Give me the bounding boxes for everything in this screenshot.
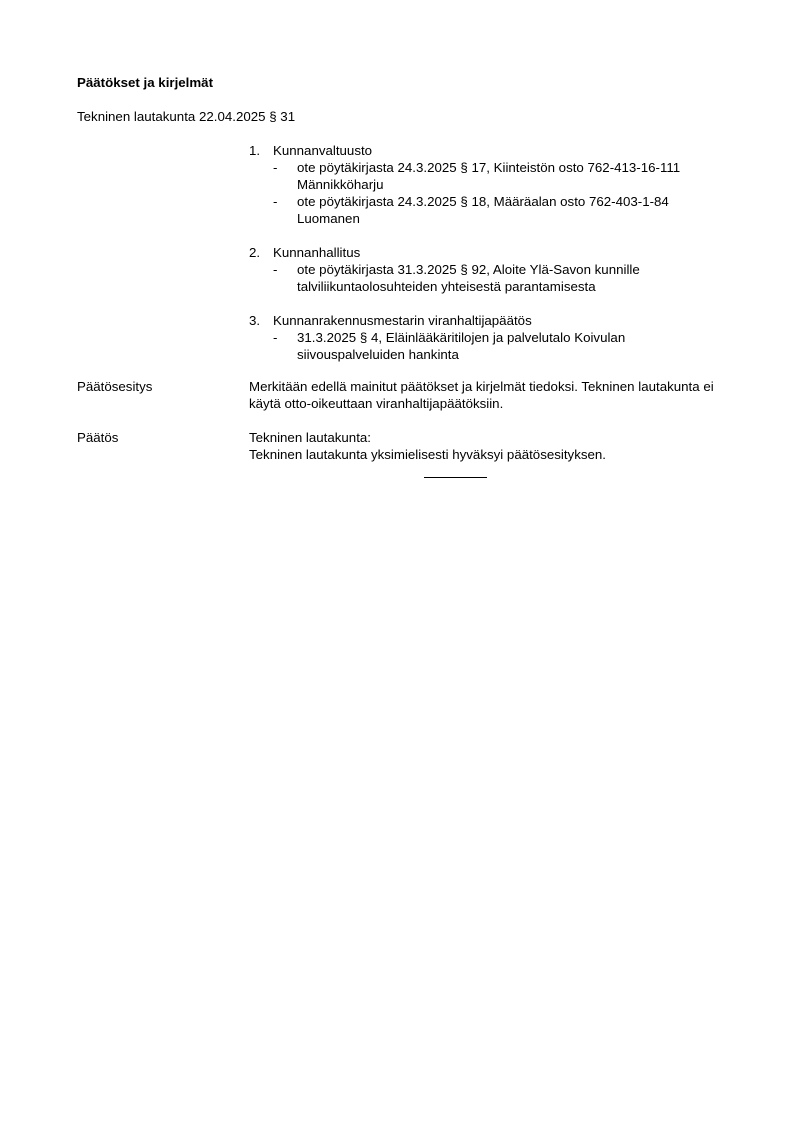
list-item bbox=[249, 142, 729, 227]
sub-item-marker: - bbox=[273, 160, 278, 175]
decision-row bbox=[77, 429, 737, 463]
sub-item bbox=[249, 159, 729, 193]
list-item-title: Kunnanvaltuusto bbox=[273, 143, 373, 158]
list-item-title: Kunnanrakennusmestarin viranhaltijapäätös bbox=[273, 313, 532, 328]
list-item bbox=[249, 312, 729, 363]
decision-label: Päätös bbox=[77, 430, 119, 445]
list-item-title-row bbox=[249, 142, 729, 159]
proposal-label: Päätösesitys bbox=[77, 379, 153, 394]
list-item bbox=[249, 244, 729, 295]
sub-item-marker: - bbox=[273, 194, 278, 209]
decision-text bbox=[249, 429, 737, 463]
decision-line-2: Tekninen lautakunta yksimielisesti hyväksyi päätösesityksen. bbox=[249, 447, 606, 462]
list-item-number: 1. bbox=[249, 143, 261, 158]
sub-item-marker: - bbox=[273, 330, 278, 345]
sub-item-text: ote pöytäkirjasta 24.3.2025 § 18, Määräalan osto 762-403-1-84 Luomanen bbox=[297, 194, 669, 226]
section-heading: Päätökset ja kirjelmät bbox=[77, 75, 213, 90]
sub-item-text: 31.3.2025 § 4, Eläinlääkäritilojen ja palvelutalo Koivulan siivouspalveluiden hankinta bbox=[297, 330, 626, 362]
list-item-title-row bbox=[249, 244, 729, 261]
list-item-number: 3. bbox=[249, 313, 261, 328]
decision-items-list bbox=[249, 142, 729, 380]
list-item-title-row bbox=[249, 312, 729, 329]
sub-item-marker: - bbox=[273, 262, 278, 277]
list-item-title: Kunnanhallitus bbox=[273, 245, 361, 260]
sub-item bbox=[249, 261, 729, 295]
meeting-reference: Tekninen lautakunta 22.04.2025 § 31 bbox=[77, 109, 296, 124]
sub-item bbox=[249, 329, 729, 363]
proposal-text: Merkitään edellä mainitut päätökset ja kirjelmät tiedoksi. Tekninen lautakunta ei käytä otto-oikeuttaan viranhaltijapäätöksiin. bbox=[249, 379, 714, 411]
list-item-number: 2. bbox=[249, 245, 261, 260]
end-divider bbox=[424, 477, 487, 478]
sub-item-text: ote pöytäkirjasta 31.3.2025 § 92, Aloite Ylä-Savon kunnille talviliikuntaolosuhteiden yhteisestä parantamisesta bbox=[297, 262, 640, 294]
sub-item-text: ote pöytäkirjasta 24.3.2025 § 17, Kiinteistön osto 762-413-16-111 Männikköharju bbox=[297, 160, 681, 192]
proposal-row bbox=[77, 378, 737, 412]
sub-item bbox=[249, 193, 729, 227]
decision-line-1: Tekninen lautakunta: bbox=[249, 430, 371, 445]
